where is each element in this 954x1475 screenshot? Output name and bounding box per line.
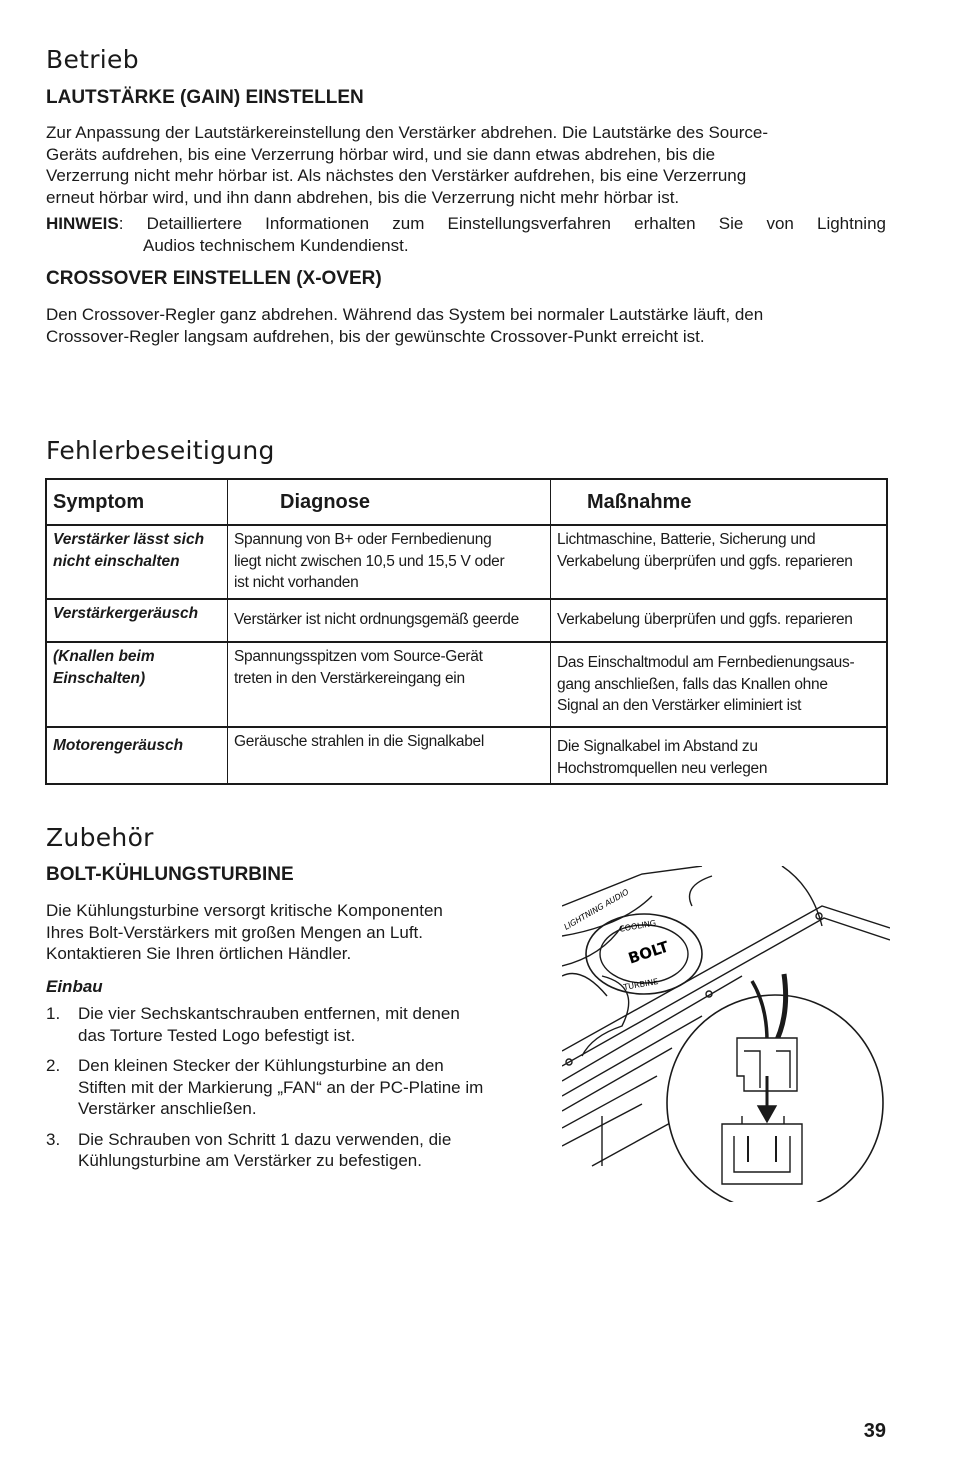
gain-paragraph xyxy=(46,122,896,208)
cell-line: Geräusche strahlen in die Signalkabel xyxy=(234,733,484,750)
section-title-accessories: Zubehör xyxy=(46,823,154,852)
cell-line: Verkabelung überprüfen und ggfs. reparieren xyxy=(557,552,853,570)
table-row xyxy=(46,525,887,599)
ring-text-bottom: TURBINE xyxy=(622,977,659,992)
cell-line: Das Einschaltmodul am Fernbedienungsaus- xyxy=(557,654,855,671)
step-number: 2. xyxy=(46,1056,61,1075)
list-item xyxy=(46,1129,554,1172)
brand-text: LIGHTNING AUDIO xyxy=(562,887,631,932)
bolt-logo: BOLT xyxy=(626,937,672,968)
cell-line: Spannung von B+ oder Fernbedienung xyxy=(234,531,492,548)
install-steps xyxy=(46,1003,554,1181)
gain-line: Zur Anpassung der Lautstärkereinstellung den Verstärker abdrehen. Die Lautstärke des Source- xyxy=(46,123,768,142)
step-line: Kühlungsturbine am Verstärker zu befestigen. xyxy=(78,1151,422,1170)
header-diagnosis: Diagnose xyxy=(228,479,551,525)
table-row xyxy=(46,727,887,784)
step-line: Verstärker anschließen. xyxy=(78,1099,257,1118)
gain-line: erneut hörbar wird, und ihn dann abdrehen, bis die Verzerrung nicht mehr hörbar ist. xyxy=(46,187,680,207)
crossover-line: Den Crossover-Regler ganz abdrehen. Während das System bei normaler Lautstärke läuft, den xyxy=(46,305,764,324)
crossover-heading: CROSSOVER EINSTELLEN (X-OVER) xyxy=(46,268,382,289)
cell-line: ist nicht vorhanden xyxy=(234,574,359,591)
turbine-heading: BOLT-KÜHLUNGSTURBINE xyxy=(46,864,294,885)
symptom-cell xyxy=(46,727,228,784)
cell-line: Motorengeräusch xyxy=(53,737,184,754)
turbine-intro xyxy=(46,900,556,965)
table-row xyxy=(46,642,887,727)
note-label: HINWEIS xyxy=(46,214,119,233)
cell-line: liegt nicht zwischen 10,5 und 15,5 V oder xyxy=(234,552,505,570)
header-action: Maßnahme xyxy=(551,479,888,525)
cell-line: gang anschließen, falls das Knallen ohne xyxy=(557,675,828,693)
note-text-1: : Detailliertere Informationen zum Einstellungsverfahren erhalten Sie von Lightning xyxy=(118,214,886,233)
note-text-2: Audios technischem Kundendienst. xyxy=(143,235,409,255)
cell-line: Spannungsspitzen vom Source-Gerät xyxy=(234,648,483,665)
table-row xyxy=(46,599,887,642)
cell-line: (Knallen beim xyxy=(53,648,155,665)
install-label: Einbau xyxy=(46,977,103,996)
cell-line: Lichtmaschine, Batterie, Sicherung und xyxy=(557,531,816,548)
diagnosis-cell xyxy=(228,599,551,642)
symptom-cell xyxy=(46,525,228,599)
step-line: Die vier Sechskantschrauben entfernen, mit denen xyxy=(78,1004,460,1023)
step-number: 3. xyxy=(46,1129,61,1149)
ring-text-top: COOLING xyxy=(618,918,657,934)
cooling-turbine-illustration xyxy=(562,866,890,1202)
gain-line: Verzerrung nicht mehr hörbar ist. Als nächstes den Verstärker aufdrehen, bis eine Verzerrung xyxy=(46,166,747,185)
section-title-operation: Betrieb xyxy=(46,45,139,74)
cell-line: Verstärker lässt sich xyxy=(53,531,205,548)
crossover-line: Crossover-Regler langsam aufdrehen, bis der gewünschte Crossover-Punkt erreicht ist. xyxy=(46,326,705,346)
cell-line: nicht einschalten xyxy=(53,552,180,570)
note-line-1 xyxy=(46,213,886,235)
cell-line: Einschalten) xyxy=(53,669,146,687)
troubleshooting-table xyxy=(45,478,888,785)
intro-line: Kontaktieren Sie Ihren örtlichen Händler. xyxy=(46,944,352,963)
list-item xyxy=(46,1055,554,1120)
page-number: 39 xyxy=(863,1420,886,1442)
section-title-troubleshooting: Fehlerbeseitigung xyxy=(46,436,275,465)
table-header-row xyxy=(46,479,887,525)
step-number: 1. xyxy=(46,1004,61,1023)
action-cell xyxy=(551,727,888,784)
step-line: das Torture Tested Logo befestigt ist. xyxy=(78,1025,356,1045)
diagnosis-cell xyxy=(228,525,551,599)
cell-line: Verstärker ist nicht ordnungsgemäß geerde xyxy=(234,611,519,629)
cell-line: Hochstromquellen neu verlegen xyxy=(557,759,768,777)
action-cell xyxy=(551,642,888,727)
intro-line: Ihres Bolt-Verstärkers mit großen Mengen an Luft. xyxy=(46,922,424,942)
diagnosis-cell xyxy=(228,727,551,784)
cell-line: Verstärkergeräusch xyxy=(53,605,199,622)
action-cell xyxy=(551,525,888,599)
step-line: Die Schrauben von Schritt 1 dazu verwenden, die xyxy=(78,1129,452,1149)
symptom-cell xyxy=(46,642,228,727)
step-line: Stiften mit der Markierung „FAN“ an der PC-Platine im xyxy=(78,1077,484,1097)
amplifier-drawing xyxy=(562,866,890,1202)
header-symptom: Symptom xyxy=(46,479,228,525)
crossover-paragraph xyxy=(46,304,896,347)
symptom-cell xyxy=(46,599,228,642)
cell-line: Signal an den Verstärker eliminiert ist xyxy=(557,697,802,714)
cell-line: Verkabelung überprüfen und ggfs. reparieren xyxy=(557,611,853,629)
note-paragraph xyxy=(46,213,886,256)
action-cell xyxy=(551,599,888,642)
list-item xyxy=(46,1003,554,1046)
step-line: Den kleinen Stecker der Kühlungsturbine an den xyxy=(78,1056,444,1075)
gain-line: Geräts aufdrehen, bis eine Verzerrung hörbar wird, und sie dann etwas abdrehen, bis die xyxy=(46,144,716,164)
gain-heading: LAUTSTÄRKE (GAIN) EINSTELLEN xyxy=(46,87,364,108)
cell-line: Die Signalkabel im Abstand zu xyxy=(557,738,758,755)
intro-line: Die Kühlungsturbine versorgt kritische Komponenten xyxy=(46,901,443,920)
cell-line: treten in den Verstärkereingang ein xyxy=(234,669,465,687)
diagnosis-cell xyxy=(228,642,551,727)
